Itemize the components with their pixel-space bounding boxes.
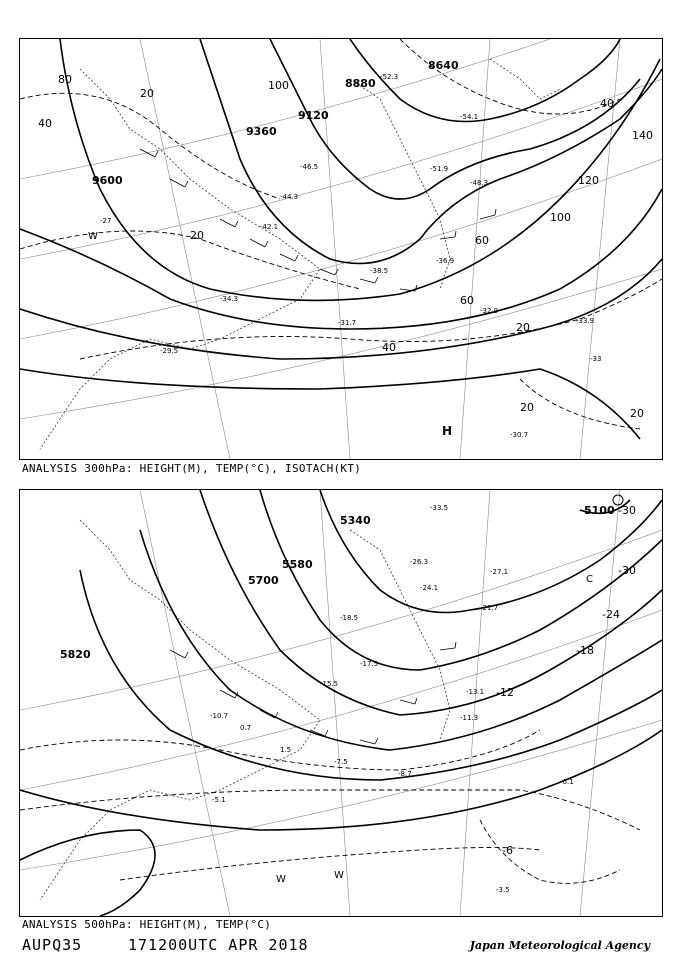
isotach-label: 20 [140,87,154,100]
temp-value: 1.5 [280,746,292,754]
isotach-label: 40 [382,341,396,354]
isotherm-label: -30 [618,504,636,517]
map-300hpa-svg [20,39,662,459]
height-label: 5580 [282,558,313,571]
temp-value: -30.7 [510,431,529,439]
graticule [20,490,662,916]
temp-value: -7.5 [334,758,348,766]
agency-name: Japan Meteorological Agency [469,939,650,952]
temp-value: -33.5 [430,504,449,512]
temp-value: -33.9 [576,317,595,325]
temp-value: -18.5 [340,614,359,622]
warm-mark: W [88,231,98,242]
height-label: 8880 [345,77,376,90]
isotach-label: 60 [475,234,489,247]
temp-value: -10.7 [210,712,229,720]
valid-time: 171200UTC APR 2018 [128,936,309,954]
isotherm-labels [496,504,636,857]
height-label: 5340 [340,514,371,527]
temp-value: -8.7 [398,770,412,778]
temp-value: -15.5 [320,680,339,688]
temp-value: -21.7 [480,604,499,612]
height-contours [20,490,662,916]
isotherm-label: -6 [502,844,513,857]
temp-value: -46.5 [300,163,319,171]
temp-value: -27 [100,217,112,225]
isotach-label: 40 [600,97,614,110]
isotach-label: 80 [58,73,72,86]
height-label: 9600 [92,174,123,187]
isotach-label: 20 [520,401,534,414]
temp-value: -27.1 [490,568,509,576]
caption-300hpa: ANALYSIS 300hPa: HEIGHT(M), TEMP(°C), ISOTACH(KT) [22,462,362,475]
height-label: 5100 [584,504,615,517]
isotach-label: 100 [550,211,571,224]
temp-value: -5.1 [212,796,226,804]
isotach-label: 60 [460,294,474,307]
temp-value: -33 [590,355,602,363]
isotherm-label: -24 [602,608,620,621]
isotherm-label: -12 [496,686,514,699]
height-label: 9120 [298,109,329,122]
isotach-label: 20 [516,321,530,334]
temp-value: -38.5 [370,267,389,275]
map-panel-300hpa [19,38,663,460]
isotach-label: 20 [190,229,204,242]
isotach-label: 120 [578,174,599,187]
temp-value: -51.9 [430,165,449,173]
isotherm-label: -30 [618,564,636,577]
temp-value: -11.3 [460,714,479,722]
height-label: 5820 [60,648,91,661]
temp-value: -54.1 [460,113,479,121]
isotherm-label: -18 [576,644,594,657]
temp-value: -3.5 [496,886,510,894]
temp-values [210,504,574,894]
temp-value: -32.9 [480,307,499,315]
temp-values [100,73,601,439]
caption-500hpa: ANALYSIS 500hPa: HEIGHT(M), TEMP(°C) [22,918,272,931]
isotach-label: 40 [38,117,52,130]
temp-value: -31.7 [338,319,357,327]
graticule [20,39,662,459]
map-500hpa-svg [20,490,662,916]
cold-mark: C [586,574,593,585]
temp-value: -24.1 [420,584,439,592]
coastline [40,520,450,900]
height-contours [20,39,662,439]
temp-value: -52.3 [380,73,399,81]
temp-value: -48.3 [470,179,489,187]
temp-value: -36.9 [436,257,455,265]
temp-value: -26.3 [410,558,429,566]
isotherms [20,730,640,883]
high-pressure-mark: H [442,424,453,438]
temp-value: -17.5 [360,660,379,668]
height-label: 8640 [428,59,459,72]
temp-value: 0.7 [240,724,252,732]
temp-value: -6.1 [560,778,574,786]
temp-value: -34.3 [220,295,239,303]
pressure-marks [276,574,593,885]
map-panel-500hpa [19,489,663,917]
isotach-label: 100 [268,79,289,92]
wind-barbs [170,642,456,744]
isotach-label: 20 [630,407,644,420]
isotach-label: 140 [632,129,653,142]
chart-id: AUPQ35 [22,936,83,954]
temp-value: -42.1 [260,223,279,231]
height-label: 5700 [248,574,279,587]
height-label: 9360 [246,125,277,138]
temp-value: -29.5 [160,347,179,355]
isotachs [20,39,662,429]
temp-value: -44.3 [280,193,299,201]
temp-value: -13.1 [466,688,485,696]
height-labels [60,504,615,661]
isotach-labels [38,73,653,420]
warm-mark: W [276,874,286,885]
warm-mark: W [334,870,344,881]
